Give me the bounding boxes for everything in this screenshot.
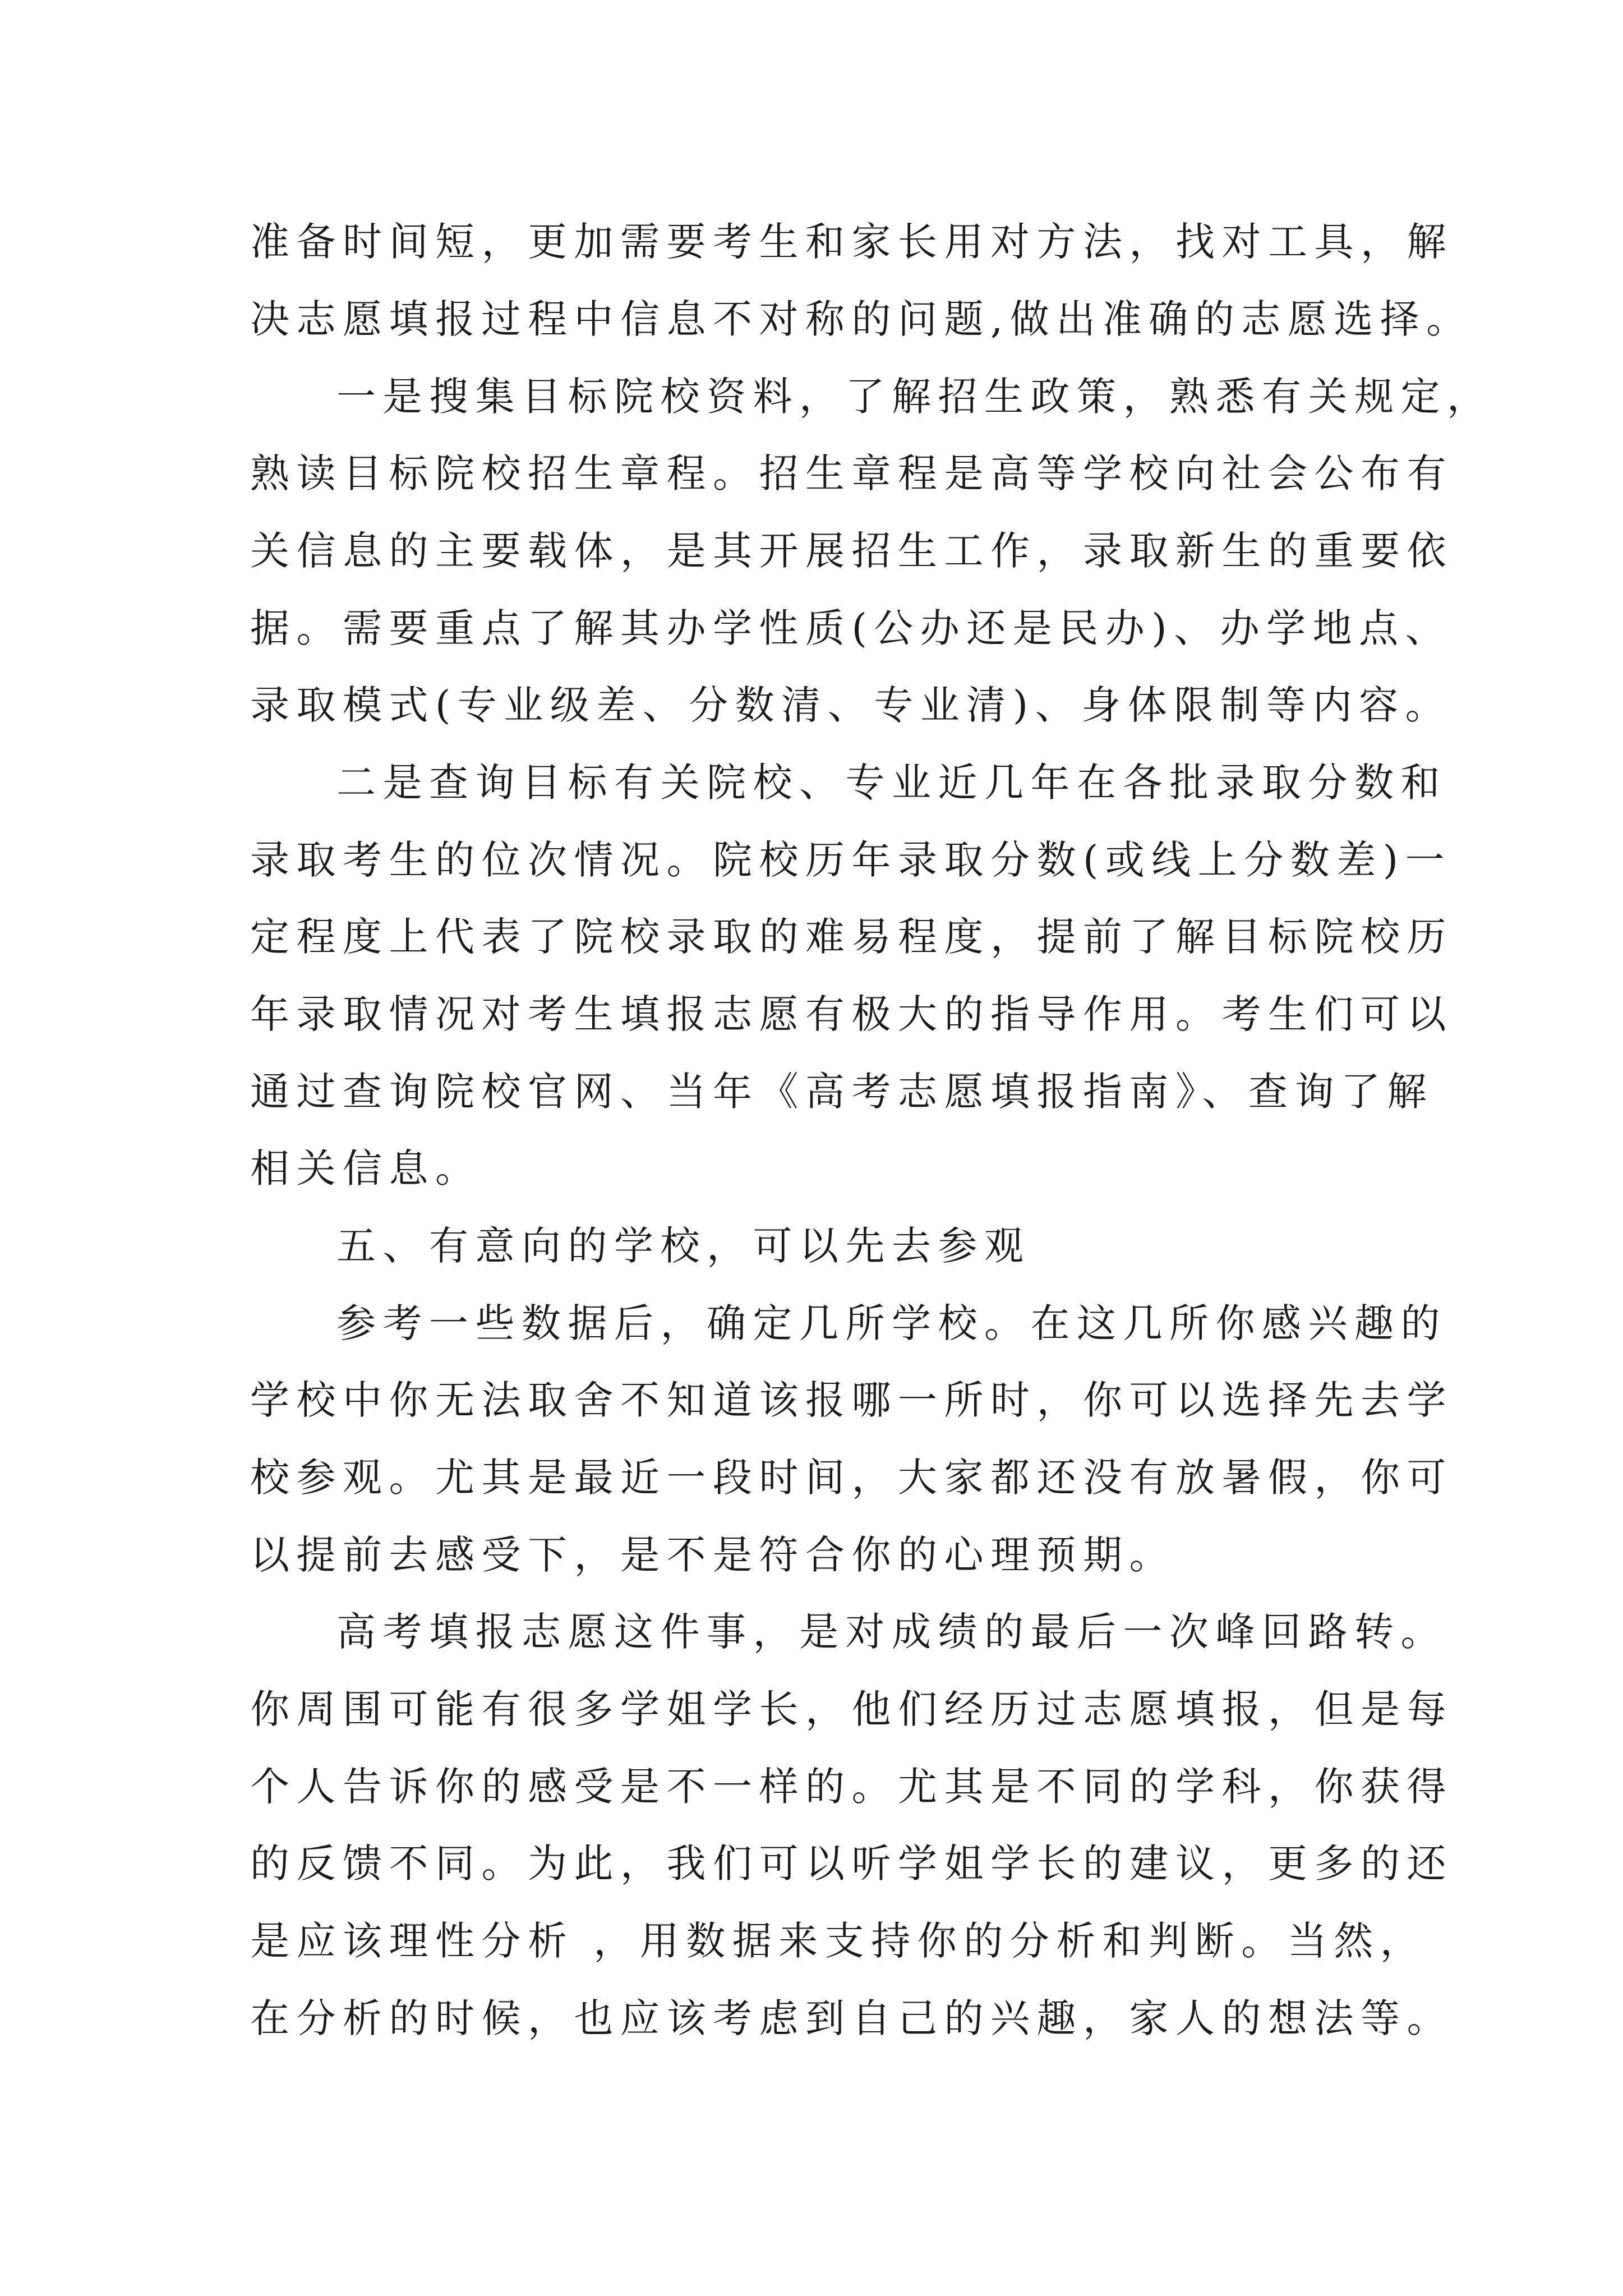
text-line: 关信息的主要载体，是其开展招生工作，录取新生的重要依 — [250, 528, 1453, 574]
paragraph-start-line: 参考一些数据后，确定几所学校。在这几所你感兴趣的 — [336, 1300, 1447, 1346]
text-line: 你周围可能有很多学姐学长，他们经历过志愿填报，但是每 — [250, 1686, 1453, 1732]
text-line: 年录取情况对考生填报志愿有极大的指导作用。考生们可以 — [250, 991, 1453, 1037]
paragraph-start-line: 二是查询目标有关院校、专业近几年在各批录取分数和 — [336, 760, 1447, 806]
text-line: 定程度上代表了院校录取的难易程度，提前了解目标院校历 — [250, 914, 1453, 960]
text-line: 据。需要重点了解其办学性质(公办还是民办)、办学地点、 — [250, 605, 1452, 651]
paragraph-start-line: 一是搜集目标院校资料，了解招生政策，熟悉有关规定， — [336, 374, 1493, 420]
text-line: 的反馈不同。为此，我们可以听学姐学长的建议，更多的还 — [250, 1841, 1453, 1887]
text-line: 在分析的时候，也应该考虑到自己的兴趣，家人的想法等。 — [250, 1995, 1453, 2041]
text-line: 是应该理性分析 ，用数据来支持你的分析和判断。当然， — [250, 1918, 1427, 1964]
text-line: 学校中你无法取舍不知道该报哪一所时，你可以选择先去学 — [250, 1377, 1453, 1423]
text-line: 准备时间短，更加需要考生和家长用对方法，找对工具，解 — [250, 219, 1453, 265]
paragraph-start-line: 高考填报志愿这件事，是对成绩的最后一次峰回路转。 — [336, 1609, 1447, 1655]
section-heading: 五、有意向的学校，可以先去参观 — [336, 1223, 1031, 1269]
text-line: 个人告诉你的感受是不一样的。尤其是不同的学科，你获得 — [250, 1764, 1453, 1810]
text-line: 熟读目标院校招生章程。招生章程是高等学校向社会公布有 — [250, 450, 1453, 496]
text-line: 决志愿填报过程中信息不对称的问题,做出准确的志愿选择。 — [250, 296, 1473, 342]
text-line: 以提前去感受下，是不是符合你的心理预期。 — [250, 1532, 1175, 1578]
text-line: 校参观。尤其是最近一段时间，大家都还没有放暑假，你可 — [250, 1455, 1453, 1501]
text-line: 通过查询院校官网、当年《高考志愿填报指南》、查询了解 — [250, 1069, 1433, 1115]
text-line: 录取考生的位次情况。院校历年录取分数(或线上分数差)一 — [250, 837, 1452, 883]
text-line: 相关信息。 — [250, 1145, 482, 1191]
text-line: 录取模式(专业级差、分数清、专业清)、身体限制等内容。 — [250, 682, 1452, 728]
